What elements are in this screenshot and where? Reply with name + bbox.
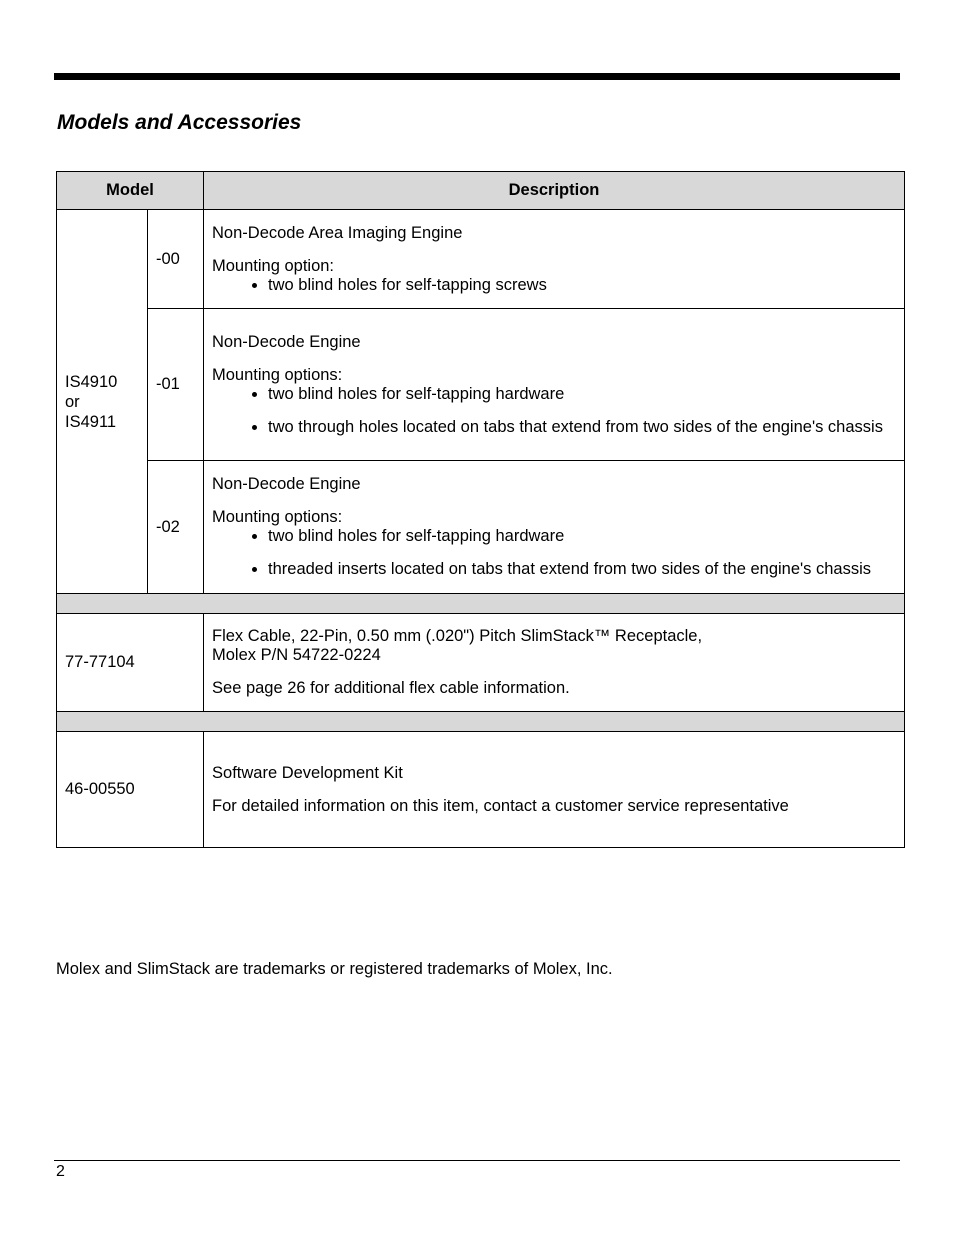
footer-rule <box>54 1160 900 1161</box>
list-item: • two blind holes for self-tapping hardware <box>268 527 896 546</box>
list-item: • two blind holes for self-tapping hardware <box>268 385 896 404</box>
variant-title: Non-Decode Engine <box>212 332 361 351</box>
list-item: • two blind holes for self-tapping screws <box>268 276 896 295</box>
accessory-line: Software Development Kit <box>212 763 403 782</box>
separator-cell <box>57 594 905 614</box>
variant-description <box>204 210 905 309</box>
table-row <box>57 732 905 848</box>
model-header: Model <box>57 172 204 210</box>
engine-model-line: or <box>65 392 80 411</box>
table-row <box>57 210 905 309</box>
mounting-list <box>212 385 896 437</box>
variant-description <box>204 461 905 594</box>
engine-model-line: IS4910 <box>65 372 118 391</box>
variant-title: Non-Decode Engine <box>212 475 361 493</box>
separator-cell <box>57 712 905 732</box>
accessory-line: Flex Cable, 22-Pin, 0.50 mm (.020") Pitch SlimStack™ Receptacle, <box>212 627 703 645</box>
variant-title: Non-Decode Area Imaging Engine <box>212 223 463 242</box>
trademark-note: Molex and SlimStack are trademarks or registered trademarks of Molex, Inc. <box>56 960 613 978</box>
table-row <box>57 309 905 461</box>
variant-suffix: -01 <box>148 309 204 461</box>
accessory-model: 77-77104 <box>57 614 204 712</box>
accessory-note: For detailed information on this item, contact a customer service representative <box>212 796 789 815</box>
mounting-label: Mounting option: <box>212 256 335 275</box>
separator-row <box>57 712 905 732</box>
separator-row <box>57 594 905 614</box>
accessory-description <box>204 614 905 712</box>
top-rule <box>54 73 900 80</box>
accessory-note: See page 26 for additional flex cable information. <box>212 679 570 697</box>
mounting-list <box>212 276 896 295</box>
accessory-model: 46-00550 <box>57 732 204 848</box>
accessory-description <box>204 732 905 848</box>
accessory-line: Molex P/N 54722-0224 <box>212 646 381 664</box>
engine-model-cell <box>57 210 148 594</box>
description-header: Description <box>204 172 905 210</box>
list-item: • two through holes located on tabs that extend from two sides of the engine's chassis <box>268 418 896 437</box>
mounting-label: Mounting options: <box>212 365 343 384</box>
variant-description <box>204 309 905 461</box>
page-number: 2 <box>56 1163 65 1180</box>
variant-suffix: -02 <box>148 461 204 594</box>
variant-suffix: -00 <box>148 210 204 309</box>
table-header-row <box>57 172 905 210</box>
engine-model-line: IS4911 <box>65 412 117 431</box>
table-row <box>57 614 905 712</box>
table-row <box>57 461 905 594</box>
mounting-list <box>212 527 896 579</box>
mounting-label: Mounting options: <box>212 508 343 526</box>
list-item: • threaded inserts located on tabs that extend from two sides of the engine's chassis <box>268 560 896 579</box>
models-table <box>56 171 905 848</box>
section-title: Models and Accessories <box>57 111 302 134</box>
